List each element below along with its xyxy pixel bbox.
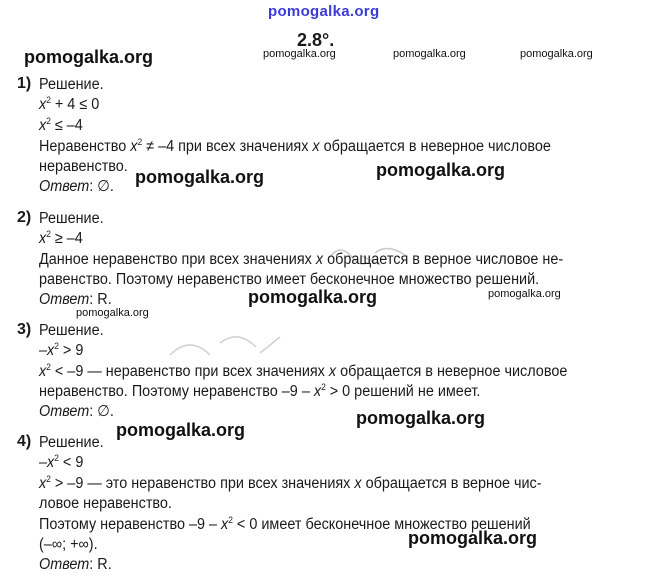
section-number: 3) <box>17 321 32 338</box>
answer-line: Ответ: R. <box>39 291 112 308</box>
watermark: pomogalka.org <box>248 287 378 307</box>
explanation-line: $x^2 > -9$ — это неравенство при всех значениях x обращается в верное чис- <box>39 474 542 492</box>
solution-heading: Решение. <box>39 434 104 451</box>
solution-heading: Решение. <box>39 210 104 227</box>
watermark-small: pomogalka.org <box>488 288 561 300</box>
explanation-line: (–∞; +∞). <box>39 536 98 553</box>
exercise-title: 2.8°. <box>297 30 335 50</box>
explanation-line: неравенство. Поэтому неравенство $-9 - x^2 > 0$ решений не имеет. <box>39 382 481 400</box>
answer-line: Ответ: R. <box>39 556 112 573</box>
watermark: pomogalka.org <box>356 408 486 428</box>
explanation-line: Данное неравенство при всех значениях x обращается в верное числовое не- <box>39 251 564 268</box>
equation-line: $x^2 \le -4$ <box>39 116 83 134</box>
watermark-small: pomogalka.org <box>263 48 336 60</box>
explanation-line: $x^2 < -9$ — неравенство при всех значениях x обращается в неверное числовое <box>39 362 568 380</box>
answer-line: Ответ: ∅. <box>39 403 114 420</box>
equation-line: $x^2 \ge -4$ <box>39 229 83 247</box>
section-number: 1) <box>17 75 32 92</box>
equation-line: $-x^2 < 9$ <box>39 453 84 471</box>
section-number: 4) <box>17 433 32 450</box>
answer-line: Ответ: ∅. <box>39 178 114 195</box>
equation-line: $x^2 + 4 \le 0$ <box>39 95 100 113</box>
explanation-line: Неравенство $x^2 \ne -4$ при всех значениях x обращается в неверное числовое <box>39 137 551 155</box>
watermark-small: pomogalka.org <box>520 48 593 60</box>
solution-heading: Решение. <box>39 76 104 93</box>
watermark-top: pomogalka.org <box>268 3 380 20</box>
watermark: pomogalka.org <box>376 160 506 180</box>
watermark: pomogalka.org <box>24 47 154 67</box>
explanation-line: неравенство. <box>39 158 128 175</box>
watermark: pomogalka.org <box>408 528 538 548</box>
solution-heading: Решение. <box>39 322 104 339</box>
watermark: pomogalka.org <box>116 420 246 440</box>
explanation-line: Поэтому неравенство $-9 - x^2 < 0$ имеет бесконечное множество решений <box>39 515 531 533</box>
watermark-small: pomogalka.org <box>393 48 466 60</box>
watermark: pomogalka.org <box>135 167 265 187</box>
explanation-line: равенство. Поэтому неравенство имеет бесконечное множество решений. <box>39 271 540 288</box>
equation-line: $-x^2 > 9$ <box>39 341 84 359</box>
explanation-line: ловое неравенство. <box>39 495 172 512</box>
watermark-small: pomogalka.org <box>76 307 149 319</box>
section-number: 2) <box>17 209 32 226</box>
